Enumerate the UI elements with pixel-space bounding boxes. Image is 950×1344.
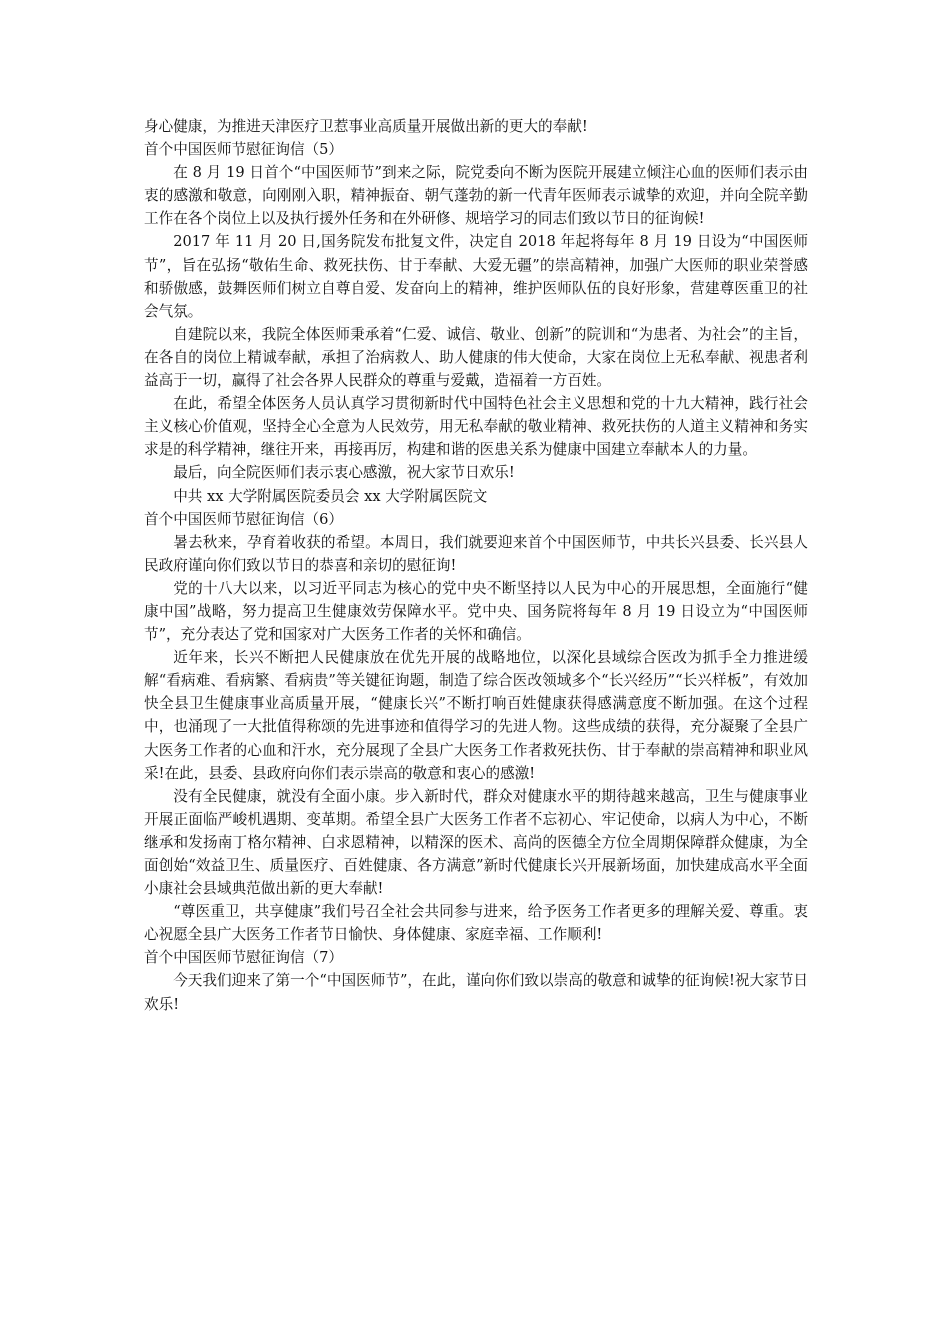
section5-paragraph-5: 最后，向全院医师们表示衷心感激，祝大家节日欢乐! [173,464,515,482]
section5-paragraph-2: 2017 年 11 月 20 日,国务院发布批复文件，决定自 2018 年起将每年 8 月 19 日设为“中国医师节”，旨在弘扬“敬佑生命、救死扶伤、甘于奉献、大爱无疆”的崇高精神，加强广大医师的职业荣誉感和骄傲感，鼓舞医师们树立自尊自爱、发奋向上的精神，维护医师队伍的良好形象，营建尊医重卫的社会气氛。 [144,233,808,320]
section6-paragraph-4: 没有全民健康，就没有全面小康。步入新时代，群众对健康水平的期待越来越高，卫生与健康事业开展正面临严峻机遇期、变革期。希望全县广大医务工作者不忘初心、牢记使命，以病人为中心，不断继承和发扬南丁格尔精神、白求恩精神，以精深的医术、高尚的医德全方位全周期保障群众健康，为全面创始“效益卫生、质量医疗、百姓健康、各方满意”新时代健康长兴开展新场面，加快建成高水平全面小康社会县域典范做出新的更大奉献! [144,787,808,898]
section5-paragraph-3: 自建院以来，我院全体医师秉承着“仁爱、诚信、敬业、创新”的院训和“为患者、为社会”的主旨，在各自的岗位上精诚奉献，承担了治病救人、助人健康的伟大使命，大家在岗位上无私奉献、视患者利益高于一切，赢得了社会各界人民群众的尊重与爱戴，造福着一方百姓。 [144,325,808,390]
section6-paragraph-5: “尊医重卫，共享健康”我们号召全社会共同参与进来，给予医务工作者更多的理解关爱、尊重。衷心祝愿全县广大医务工作者节日愉快、身体健康、家庭幸福、工作顺利! [144,903,808,944]
section-heading-7: 首个中国医师节慰征询信（7） [144,949,344,967]
section5-signature: 中共 xx 大学附属医院委员会 xx 大学附属医院文 [173,487,488,505]
section6-paragraph-1: 暑去秋来，孕育着收获的希望。本周日，我们就要迎来首个中国医师节，中共长兴县委、长兴县人民政府谨向你们致以节日的恭喜和亲切的慰征询! [144,533,808,574]
section6-paragraph-3: 近年来，长兴不断把人民健康放在优先开展的战略地位，以深化县域综合医改为抓手全力推进缓解“看病难、看病繁、看病贵”等关键征询题，制造了综合医改领域多个“长兴经历”“长兴样板”，有效加快全县卫生健康事业高质量开展，“健康长兴”不断打响百姓健康获得感满意度不断加强。在这个过程中，也涌现了一大批值得称颂的先进事迹和值得学习的先进人物。这些成绩的获得，充分凝聚了全县广大医务工作者的心血和汗水，充分展现了全县广大医务工作者救死扶伤、甘于奉献的崇高精神和职业风采!在此，县委、县政府向你们表示崇高的敬意和衷心的感激! [144,649,808,782]
section-heading-5: 首个中国医师节慰征询信（5） [144,141,344,159]
section5-paragraph-1: 在 8 月 19 日首个“中国医师节”到来之际，院党委向不断为医院开展建立倾注心血的医师们表示由衷的感激和敬意，向刚刚入职，精神振奋、朝气蓬勃的新一代青年医师表示诚挚的欢迎，并向全院辛勤工作在各个岗位上以及执行援外任务和在外研修、规培学习的同志们致以节日的征询候! [144,164,808,228]
section6-paragraph-2: 党的十八大以来，以习近平同志为核心的党中央不断坚持以人民为中心的开展思想，全面施行“健康中国”战略，努力提高卫生健康效劳保障水平。党中央、国务院将每年 8 月 19 日设立为“中国医师节”，充分表达了党和国家对广大医务工作者的关怀和确信。 [144,579,808,644]
document-page [144,115,808,1016]
paragraph-continuation: 身心健康，为推进天津医疗卫惹事业高质量开展做出新的更大的奉献! [144,118,588,135]
section5-paragraph-4: 在此，希望全体医务人员认真学习贯彻新时代中国特色社会主义思想和党的十九大精神，践行社会主义核心价值观，坚持全心全意为人民效劳，用无私奉献的敬业精神、救死扶伤的人道主义精神和务实求是的科学精神，继往开来，再接再厉，构建和谐的医患关系为健康中国建立奉献本人的力量。 [144,395,808,459]
section-heading-6: 首个中国医师节慰征询信（6） [144,510,344,528]
section7-paragraph-1: 今天我们迎来了第一个“中国医师节”，在此，谨向你们致以崇高的敬意和诚挚的征询候!祝大家节日欢乐! [144,972,808,1013]
